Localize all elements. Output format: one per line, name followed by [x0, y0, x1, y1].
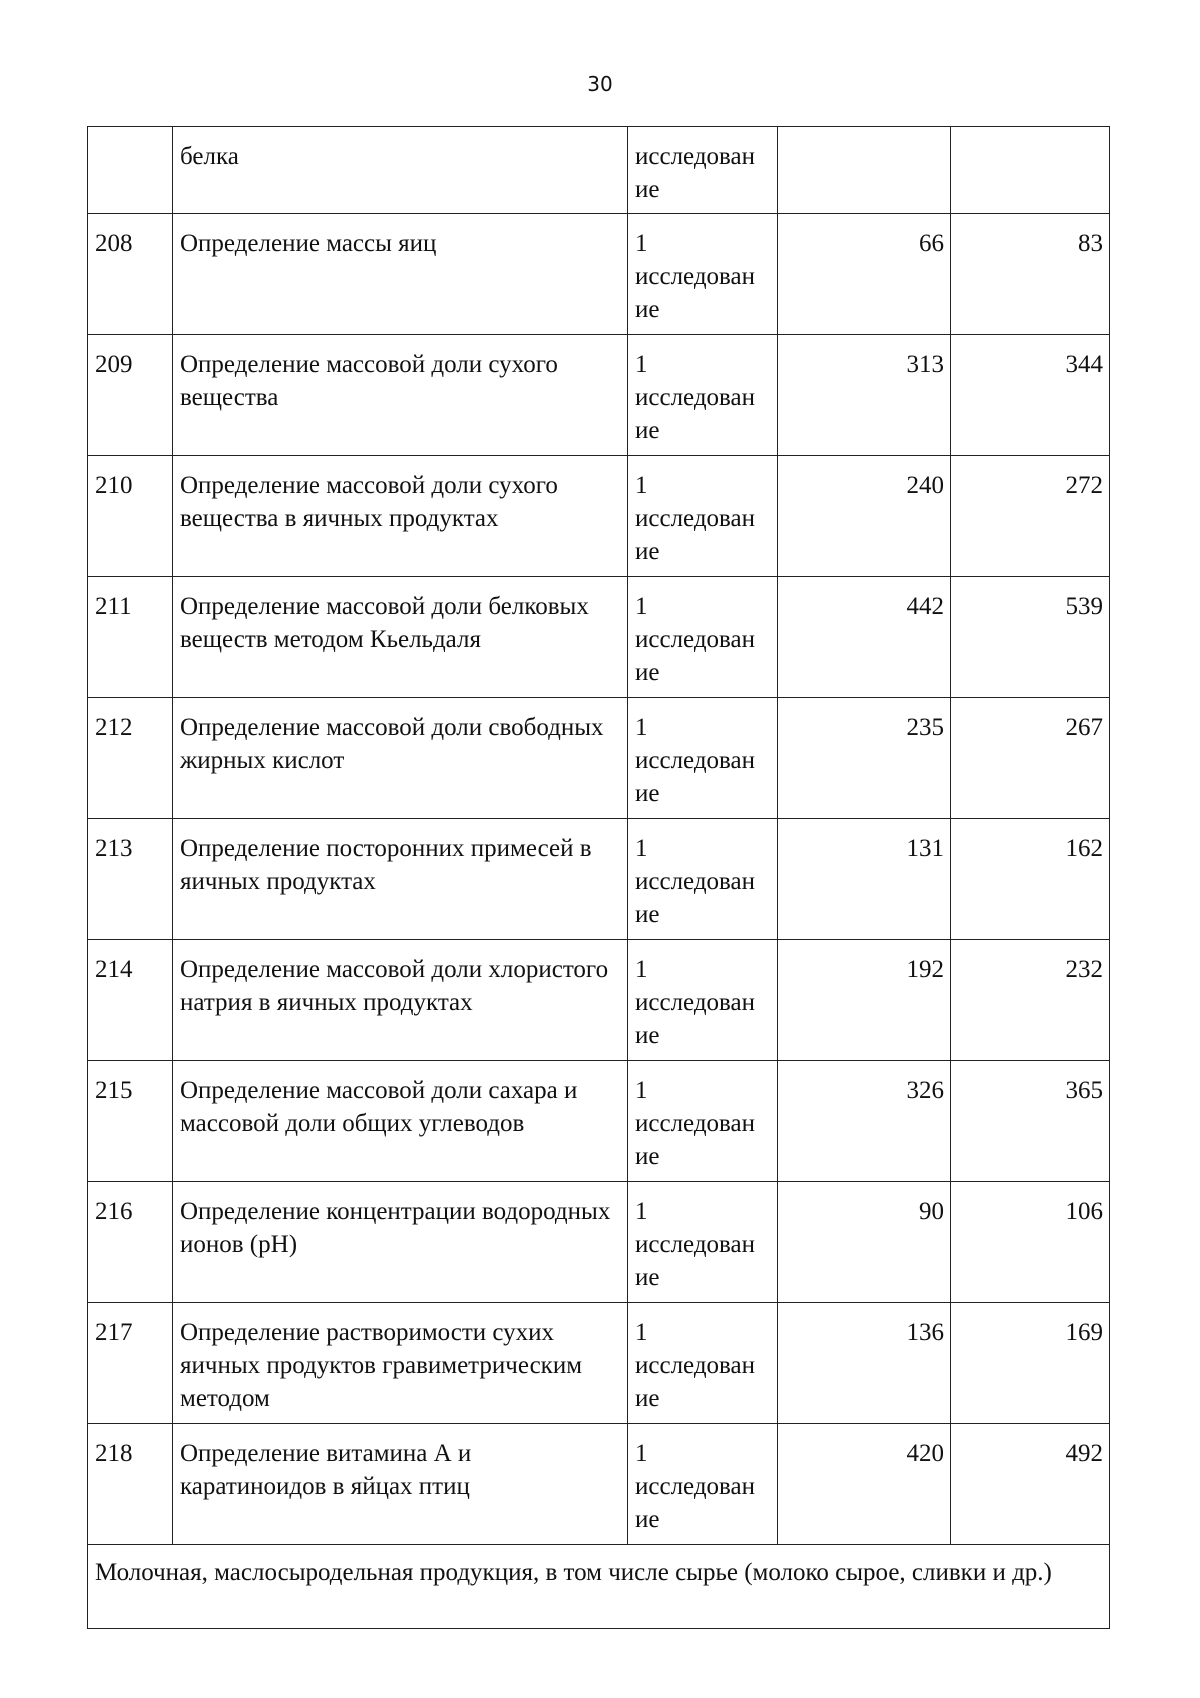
cell-value-2: 267: [951, 698, 1110, 819]
cell-name: Определение растворимости сухих яичных продуктов гравиметрическим методом: [173, 1303, 628, 1424]
cell-unit: [628, 1424, 778, 1545]
section-heading-row: [88, 1545, 1110, 1629]
cell-unit: [628, 577, 778, 698]
table-row: [88, 698, 1110, 819]
table-row: [88, 214, 1110, 335]
cell-num: 213: [88, 819, 173, 940]
cell-num: 217: [88, 1303, 173, 1424]
table-row: [88, 577, 1110, 698]
cell-value-2: [951, 127, 1110, 214]
cell-unit: [628, 940, 778, 1061]
cell-name: Определение массовой доли хлористого натрия в яичных продуктах: [173, 940, 628, 1061]
cell-unit: [628, 1303, 778, 1424]
cell-name: Определение массовой доли свободных жирных кислот: [173, 698, 628, 819]
table-row: [88, 1424, 1110, 1545]
unit-count: 1: [635, 1440, 648, 1467]
table-row: [88, 819, 1110, 940]
cell-num: 210: [88, 456, 173, 577]
unit-text: исследован ие: [635, 384, 755, 444]
cell-num: 214: [88, 940, 173, 1061]
cell-name: Определение концентрации водородных ионов (pH): [173, 1182, 628, 1303]
cell-unit: [628, 335, 778, 456]
cell-value-1: 420: [778, 1424, 951, 1545]
unit-text: исследован ие: [635, 263, 755, 323]
cell-value-2: 169: [951, 1303, 1110, 1424]
cell-name: Определение массовой доли белковых веществ методом Кьельдаля: [173, 577, 628, 698]
unit-text: исследован ие: [635, 868, 755, 928]
cell-unit: [628, 214, 778, 335]
cell-name: белка: [173, 127, 628, 214]
table-row: [88, 1303, 1110, 1424]
cell-value-2: 492: [951, 1424, 1110, 1545]
cell-value-2: 83: [951, 214, 1110, 335]
cell-num: 218: [88, 1424, 173, 1545]
price-table: [87, 126, 1110, 1629]
unit-text: исследован ие: [635, 143, 755, 203]
unit-count: 1: [635, 1198, 648, 1225]
unit-text: исследован ие: [635, 989, 755, 1049]
table-row: [88, 1182, 1110, 1303]
cell-value-1: 131: [778, 819, 951, 940]
cell-value-2: 106: [951, 1182, 1110, 1303]
unit-count: 1: [635, 351, 648, 378]
cell-value-1: 240: [778, 456, 951, 577]
cell-value-1: 66: [778, 214, 951, 335]
cell-value-1: 90: [778, 1182, 951, 1303]
unit-text: исследован ие: [635, 626, 755, 686]
cell-unit: [628, 1061, 778, 1182]
cell-unit: [628, 819, 778, 940]
unit-count: 1: [635, 1077, 648, 1104]
cell-num: [88, 127, 173, 214]
cell-value-2: 162: [951, 819, 1110, 940]
cell-name: Определение массовой доли сухого вещества: [173, 335, 628, 456]
cell-unit: [628, 698, 778, 819]
cell-num: 215: [88, 1061, 173, 1182]
unit-count: 1: [635, 593, 648, 620]
unit-text: исследован ие: [635, 747, 755, 807]
cell-name: Определение массовой доли сахара и массовой доли общих углеводов: [173, 1061, 628, 1182]
cell-value-1: 235: [778, 698, 951, 819]
cell-num: 211: [88, 577, 173, 698]
unit-count: 1: [635, 956, 648, 983]
cell-value-2: 344: [951, 335, 1110, 456]
page-number: 30: [587, 72, 613, 96]
table-row: [88, 940, 1110, 1061]
cell-num: 216: [88, 1182, 173, 1303]
unit-count: 1: [635, 1319, 648, 1346]
unit-text: исследован ие: [635, 1110, 755, 1170]
cell-num: 212: [88, 698, 173, 819]
cell-value-1: 442: [778, 577, 951, 698]
table-row-continued: [88, 127, 1110, 214]
table-row: [88, 335, 1110, 456]
cell-unit: [628, 456, 778, 577]
cell-value-1: 136: [778, 1303, 951, 1424]
unit-count: 1: [635, 230, 648, 257]
unit-text: исследован ие: [635, 1352, 755, 1412]
unit-count: 1: [635, 835, 648, 862]
table-row: [88, 456, 1110, 577]
cell-name: Определение массовой доли сухого вещества в яичных продуктах: [173, 456, 628, 577]
cell-name: Определение посторонних примесей в яичных продуктах: [173, 819, 628, 940]
cell-value-2: 365: [951, 1061, 1110, 1182]
cell-num: 209: [88, 335, 173, 456]
cell-unit: [628, 127, 778, 214]
unit-count: 1: [635, 714, 648, 741]
cell-value-2: 232: [951, 940, 1110, 1061]
cell-value-2: 272: [951, 456, 1110, 577]
cell-num: 208: [88, 214, 173, 335]
cell-name: Определение витамина А и каратиноидов в яйцах птиц: [173, 1424, 628, 1545]
cell-value-1: 326: [778, 1061, 951, 1182]
unit-text: исследован ие: [635, 1231, 755, 1291]
cell-value-1: [778, 127, 951, 214]
cell-value-1: 192: [778, 940, 951, 1061]
cell-value-2: 539: [951, 577, 1110, 698]
unit-text: исследован ие: [635, 505, 755, 565]
unit-count: 1: [635, 472, 648, 499]
cell-unit: [628, 1182, 778, 1303]
section-heading: Молочная, маслосыродельная продукция, в том числе сырье (молоко сырое, сливки и др.): [88, 1545, 1110, 1629]
cell-value-1: 313: [778, 335, 951, 456]
cell-name: Определение массы яиц: [173, 214, 628, 335]
table-row: [88, 1061, 1110, 1182]
unit-text: исследован ие: [635, 1473, 755, 1533]
